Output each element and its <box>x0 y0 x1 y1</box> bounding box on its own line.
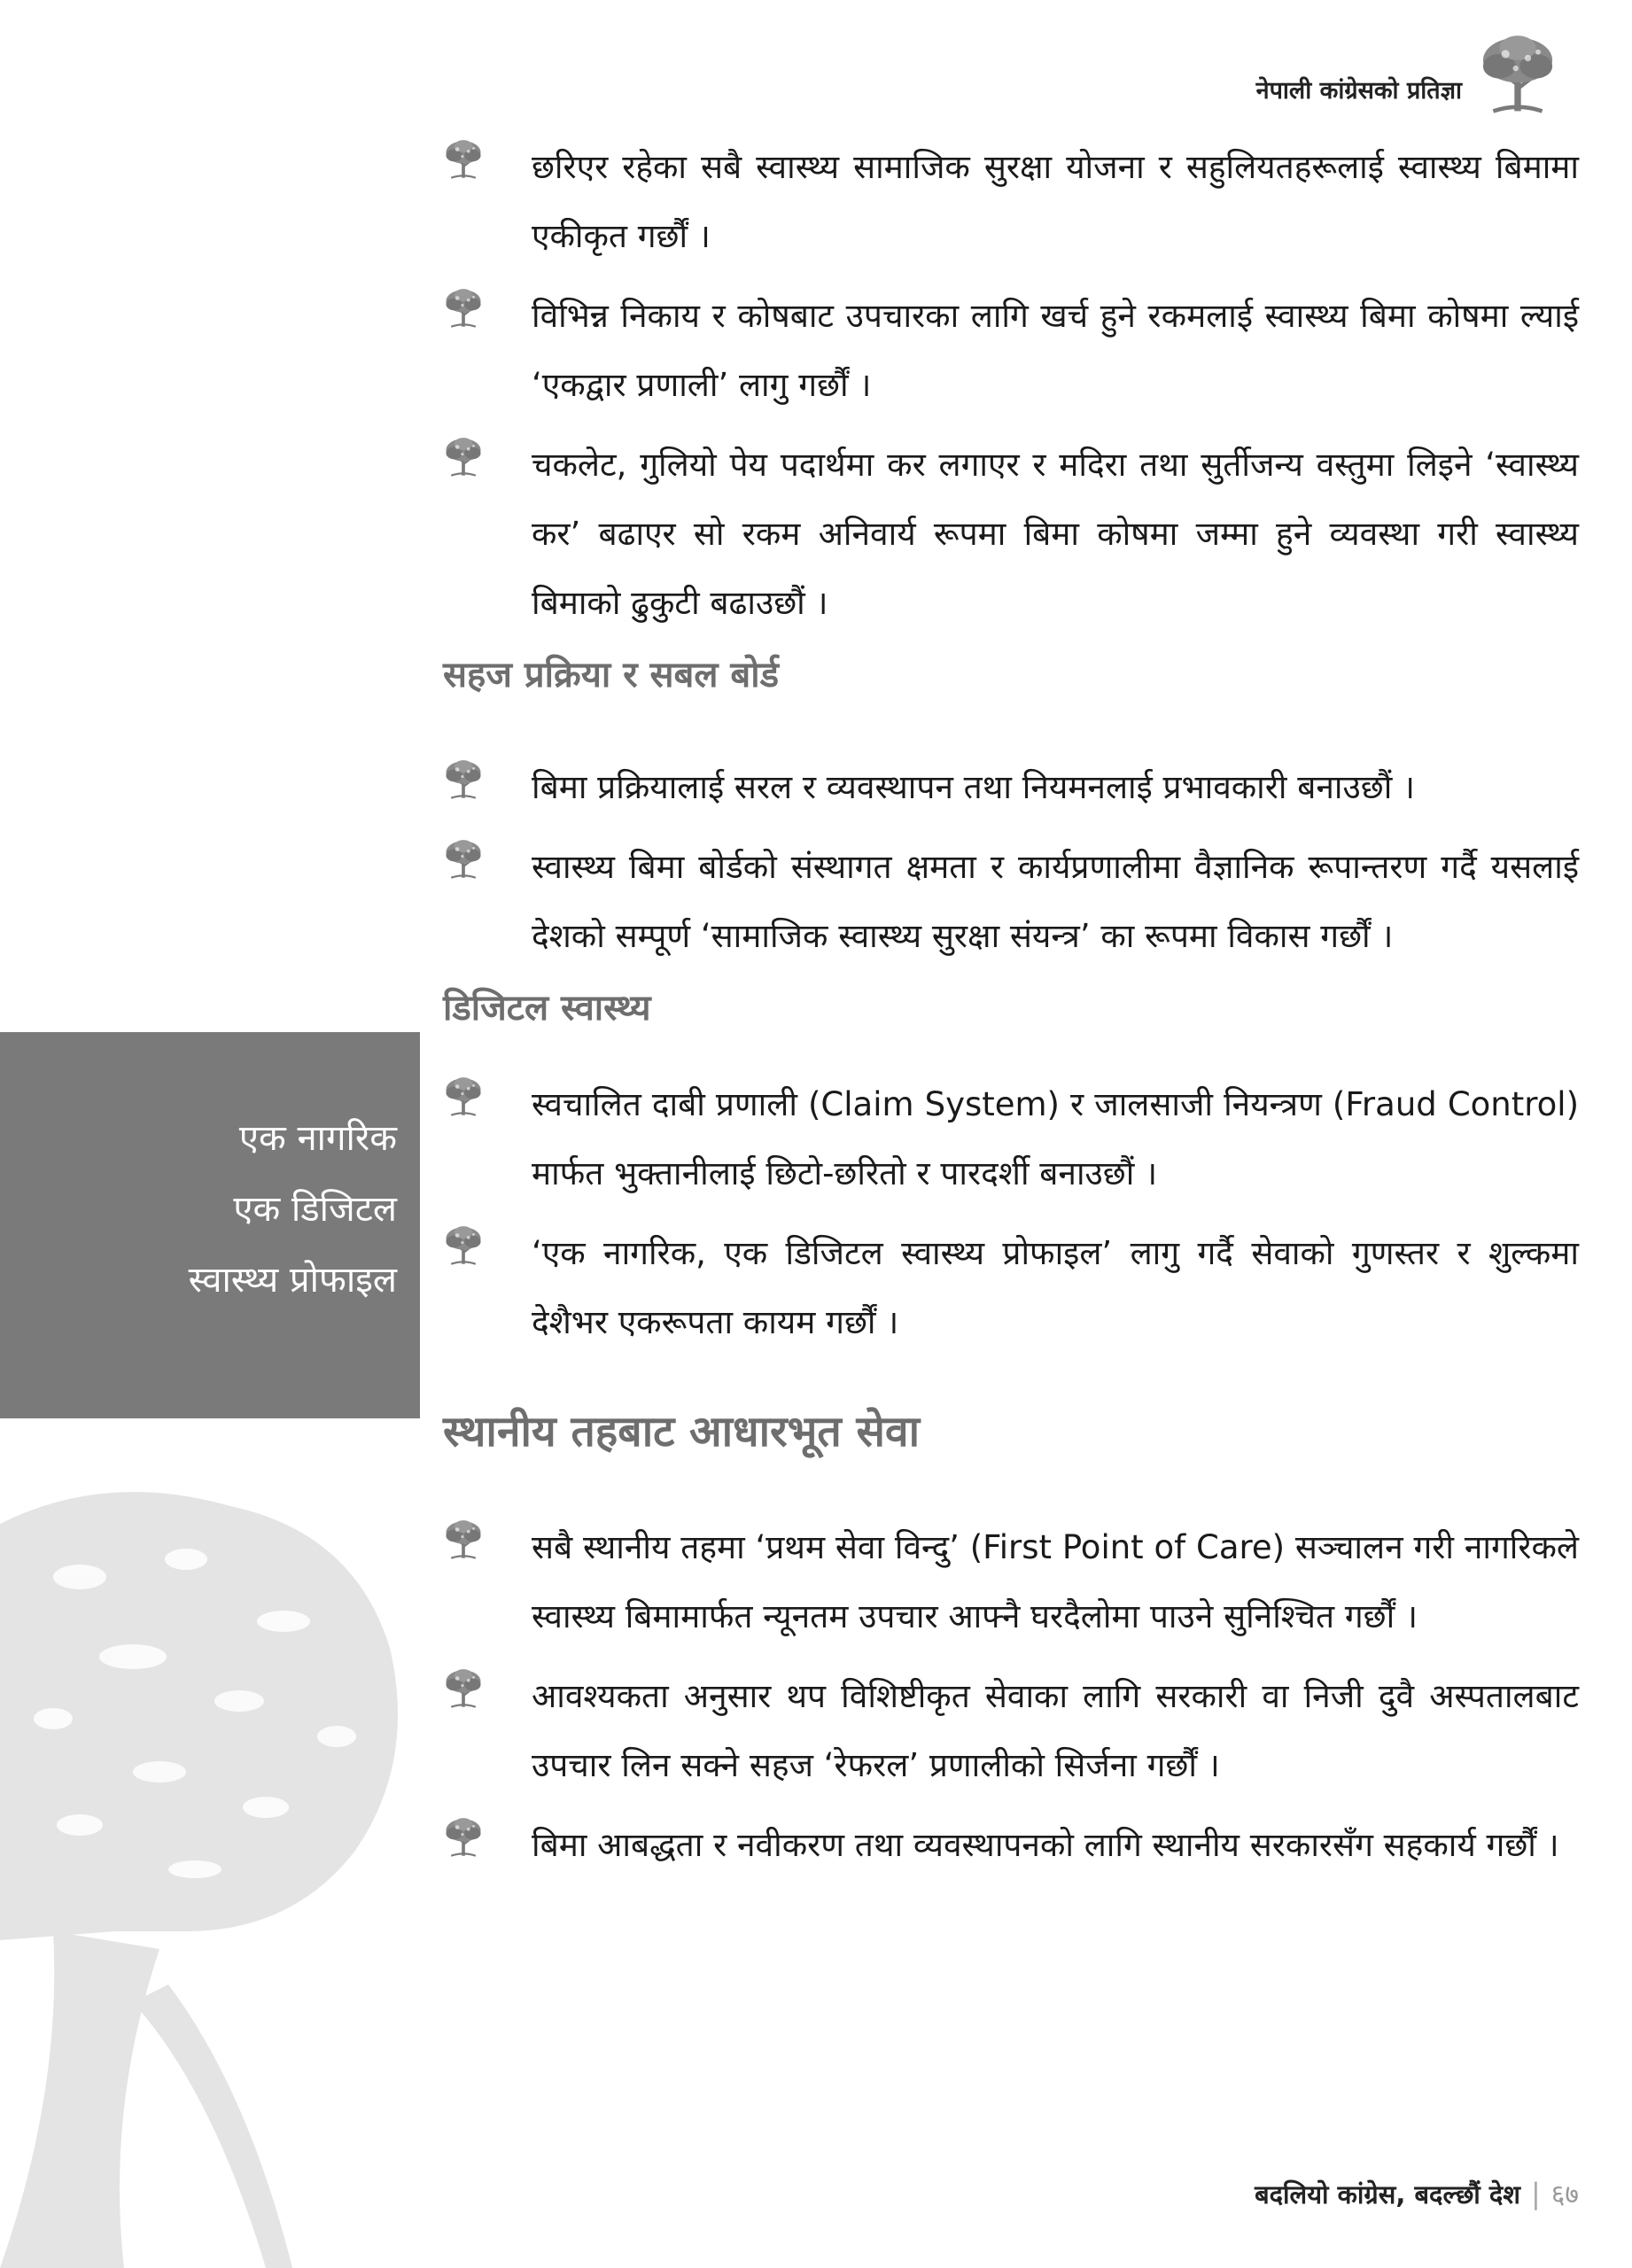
list-item <box>443 282 1579 420</box>
tree-logo-icon <box>1474 34 1561 115</box>
tree-icon <box>443 1667 484 1710</box>
item-text: आवश्यकता अनुसार थप विशिष्टीकृत सेवाका लागि सरकारी वा निजी दुवै अस्पतालबाट उपचार लिन सक्ने सहज ‘रेफरल’ प्रणालीको सिर्जना गर्छौं । <box>532 1677 1579 1784</box>
list-item <box>443 1513 1579 1651</box>
callout-line: एक डिजिटल <box>233 1189 397 1230</box>
list-item <box>443 833 1579 971</box>
tree-icon <box>443 287 484 330</box>
item-text: स्वचालित दाबी प्रणाली (Claim System) र जालसाजी नियन्त्रण (Fraud Control) मार्फत भुक्तानीलाई छिटो-छरितो र पारदर्शी बनाउछौं । <box>532 1085 1579 1192</box>
tree-icon <box>443 1816 484 1859</box>
list-item <box>443 1811 1579 1880</box>
page-number: ६७ <box>1550 2179 1579 2210</box>
list-item <box>443 1219 1579 1357</box>
list-item <box>443 431 1579 638</box>
section-heading: सहज प्रक्रिया र सबल बोर्ड <box>443 655 780 695</box>
item-text: छरिएर रहेका सबै स्वास्थ्य सामाजिक सुरक्षा योजना र सहुलियतहरूलाई स्वास्थ्य बिमामा एकीकृत गर्छौं । <box>532 148 1579 255</box>
item-text: बिमा प्रक्रियालाई सरल र व्यवस्थापन तथा नियमनलाई प्रभावकारी बनाउछौं । <box>532 768 1416 806</box>
footer-separator: | <box>1531 2177 1541 2210</box>
tree-icon <box>443 1076 484 1118</box>
list-item <box>443 753 1579 822</box>
tree-icon <box>443 436 484 478</box>
item-text: बिमा आबद्धता र नवीकरण तथा व्यवस्थापनको लागि स्थानीय सरकारसँग सहकार्य गर्छौं । <box>532 1826 1559 1864</box>
footer-slogan: बदलियो कांग्रेस, बदल्छौं देश <box>1255 2179 1521 2210</box>
main-content <box>443 133 1579 1891</box>
tree-icon <box>443 1224 484 1267</box>
section-heading: डिजिटल स्वास्थ्य <box>443 988 651 1029</box>
list-item <box>443 133 1579 271</box>
callout-line: एक नागरिक <box>238 1118 397 1159</box>
tree-icon <box>443 138 484 181</box>
list-item <box>443 1070 1579 1208</box>
section-heading: स्थानीय तहबाट आधारभूत सेवा <box>443 1407 921 1456</box>
page-footer <box>1255 2175 1579 2211</box>
item-text: स्वास्थ्य बिमा बोर्डको संस्थागत क्षमता र कार्यप्रणालीमा वैज्ञानिक रूपान्तरण गर्दै यसलाई देशको सम्पूर्ण ‘सामाजिक स्वास्थ्य सुरक्षा संयन्त्र’ का रूपमा विकास गर्छौं । <box>532 848 1579 955</box>
tree-icon <box>443 1518 484 1561</box>
header-title: नेपाली कांग्रेसको प्रतिज्ञा <box>1255 76 1462 105</box>
callout-line: स्वास्थ्य प्रोफाइल <box>188 1260 397 1301</box>
item-text: सबै स्थानीय तहमा ‘प्रथम सेवा विन्दु’ (First Point of Care) सञ्चालन गरी नागरिकले स्वास्थ्य बिमामार्फत न्यूनतम उपचार आफ्नै घरदैलोमा पाउने सुनिश्चित गर्छौं । <box>532 1528 1579 1635</box>
page-header <box>1256 34 1561 115</box>
tree-icon <box>443 758 484 801</box>
item-text: विभिन्न निकाय र कोषबाट उपचारका लागि खर्च हुने रकमलाई स्वास्थ्य बिमा कोषमा ल्याई ‘एकद्वार प्रणाली’ लागु गर्छौं । <box>532 297 1579 404</box>
item-text: चकलेट, गुलियो पेय पदार्थमा कर लगाएर र मदिरा तथा सुर्तीजन्य वस्तुमा लिइने ‘स्वास्थ्य कर’ बढाएर सो रकम अनिवार्य रूपमा बिमा कोषमा जम्मा हुने व्यवस्था गरी स्वास्थ्य बिमाको ढुकुटी बढाउछौं । <box>532 446 1579 622</box>
sidebar-callout-box <box>0 1032 420 1418</box>
item-text: ‘एक नागरिक, एक डिजिटल स्वास्थ्य प्रोफाइल’ लागु गर्दै सेवाको गुणस्तर र शुल्कमा देशैभर एकरूपता कायम गर्छौं । <box>532 1234 1579 1341</box>
list-item <box>443 1662 1579 1800</box>
tree-watermark-icon <box>0 1471 408 2268</box>
tree-icon <box>443 838 484 881</box>
